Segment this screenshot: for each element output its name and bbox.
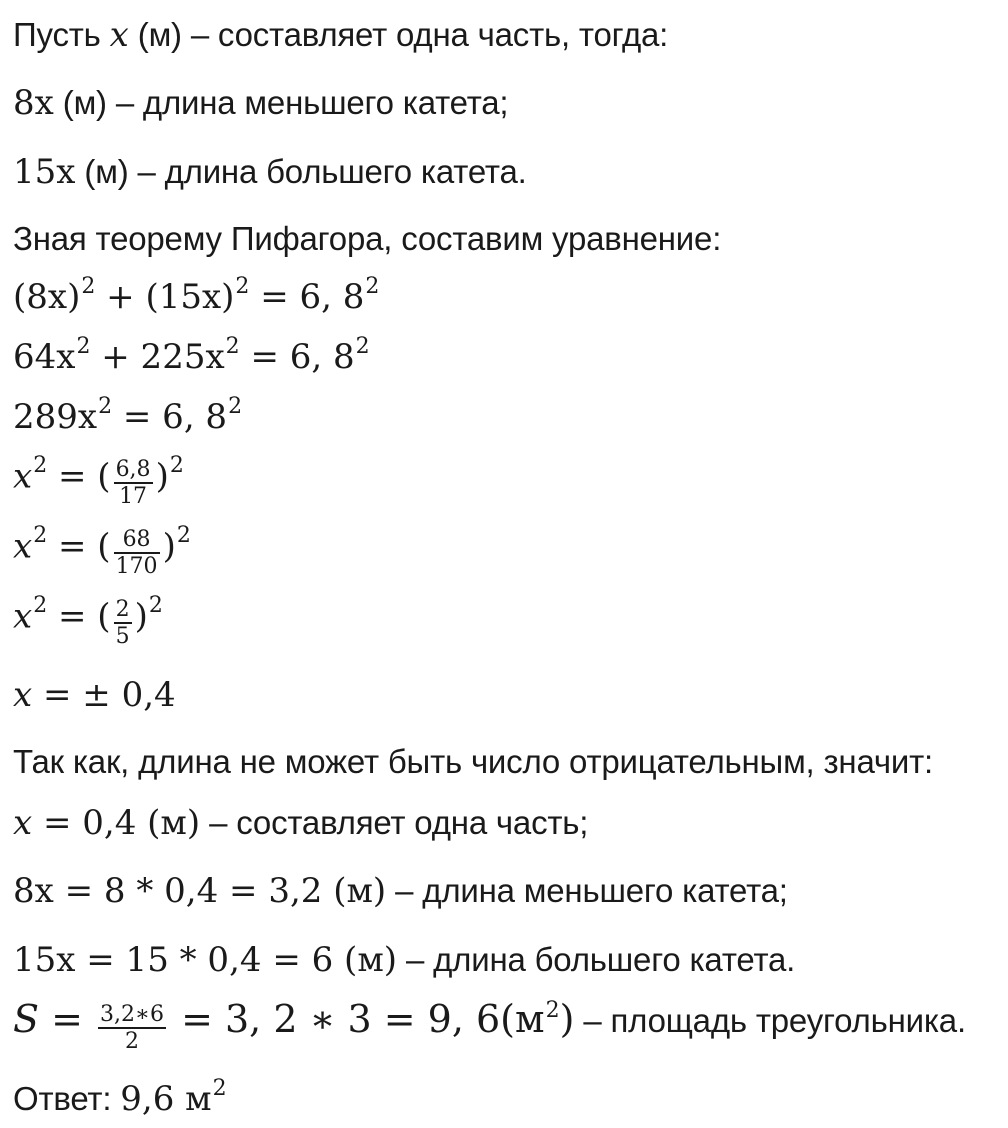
exponent: 2 <box>225 334 240 359</box>
fraction <box>114 458 153 508</box>
text: Зная теорему Пифагора, составим уравнение: <box>13 220 722 257</box>
numerator: 6,8 <box>114 458 153 484</box>
text: Так как, длина не может быть число отрицательным, значит: <box>13 743 933 780</box>
exponent: 2 <box>228 394 243 419</box>
text: – длина большего катета. <box>397 941 796 978</box>
math-expr: 15x <box>13 152 76 192</box>
math: + (15x) <box>95 277 235 317</box>
answer-label: Ответ: <box>13 1080 121 1117</box>
text: – длина меньшего катета; <box>386 872 788 909</box>
text: Пусть <box>13 16 110 53</box>
numerator: 3,2∗6 <box>98 1003 166 1029</box>
math: x <box>13 456 33 497</box>
line-area <box>13 997 966 1054</box>
text: (м) – длина меньшего катета; <box>53 84 509 121</box>
exponent: 2 <box>176 523 191 549</box>
exponent: 2 <box>545 998 560 1023</box>
math: = 8 * 0,4 = 3,2 (м) <box>53 871 387 911</box>
line-conclusion <box>13 745 933 778</box>
exponent: 2 <box>148 593 163 619</box>
equation-7 <box>13 675 176 715</box>
line-pythagoras <box>13 222 721 255</box>
math: x <box>13 526 33 567</box>
math: ) <box>155 456 169 497</box>
line-short-leg-value <box>13 871 788 911</box>
text: (м) – длина большего катета. <box>75 153 527 190</box>
math: x <box>13 803 33 843</box>
line-x-value <box>13 803 589 843</box>
exponent: 2 <box>235 274 250 299</box>
math: ) <box>559 997 575 1041</box>
exponent: 2 <box>212 1076 227 1101</box>
exponent: 2 <box>355 334 370 359</box>
text: – составляет одна часть; <box>200 804 589 841</box>
math-var: x <box>109 15 129 55</box>
math: (8x) <box>13 277 81 317</box>
math: = 3, 2 ∗ 3 = 9, 6(м <box>168 997 545 1041</box>
text: – площадь треугольника. <box>574 1002 966 1039</box>
exponent: 2 <box>365 274 380 299</box>
math: = ( <box>47 456 111 497</box>
answer <box>13 1076 227 1119</box>
math: = <box>39 997 96 1041</box>
math: = ( <box>47 526 111 567</box>
text: (м) – составляет одна часть, тогда: <box>128 16 669 53</box>
math: x <box>13 596 33 637</box>
answer-value: 9,6 м <box>120 1079 212 1119</box>
math: = ( <box>47 596 111 637</box>
math: ) <box>162 526 176 567</box>
exponent: 2 <box>76 334 91 359</box>
line-long-leg <box>13 152 527 192</box>
line-short-leg <box>13 83 509 123</box>
math: = 0,4 (м) <box>32 803 201 843</box>
math: 64x <box>13 337 76 377</box>
line-intro <box>13 15 669 55</box>
math: 15x <box>13 940 76 980</box>
denominator: 17 <box>119 484 148 510</box>
equation-4 <box>13 453 184 510</box>
exponent: 2 <box>33 523 48 549</box>
math: S <box>13 997 40 1041</box>
math: ) <box>134 596 148 637</box>
math: = 6, 8 <box>239 337 355 377</box>
line-long-leg-value <box>13 940 796 980</box>
equation-5 <box>13 523 191 580</box>
denominator: 2 <box>125 1028 140 1054</box>
fraction <box>114 598 132 648</box>
denominator: 170 <box>115 554 158 580</box>
exponent: 2 <box>33 453 48 479</box>
numerator: 2 <box>114 598 132 624</box>
math: = 6, 8 <box>249 277 365 317</box>
numerator: 68 <box>114 528 160 554</box>
equation-6 <box>13 593 163 650</box>
math: = ± 0,4 <box>32 675 176 715</box>
exponent: 2 <box>169 453 184 479</box>
math: 289x <box>13 397 98 437</box>
equation-3 <box>13 394 243 437</box>
math: 8x <box>13 871 54 911</box>
math: = 15 * 0,4 = 6 (м) <box>75 940 398 980</box>
exponent: 2 <box>81 274 96 299</box>
equation-1 <box>13 274 380 317</box>
equation-2 <box>13 334 370 377</box>
denominator: 5 <box>115 624 130 650</box>
math: x <box>13 675 33 715</box>
math-expr: 8x <box>13 83 54 123</box>
math: = 6, 8 <box>112 397 228 437</box>
math: + 225x <box>90 337 225 377</box>
fraction <box>98 1003 166 1053</box>
exponent: 2 <box>98 394 113 419</box>
fraction <box>114 528 160 578</box>
exponent: 2 <box>33 593 48 619</box>
